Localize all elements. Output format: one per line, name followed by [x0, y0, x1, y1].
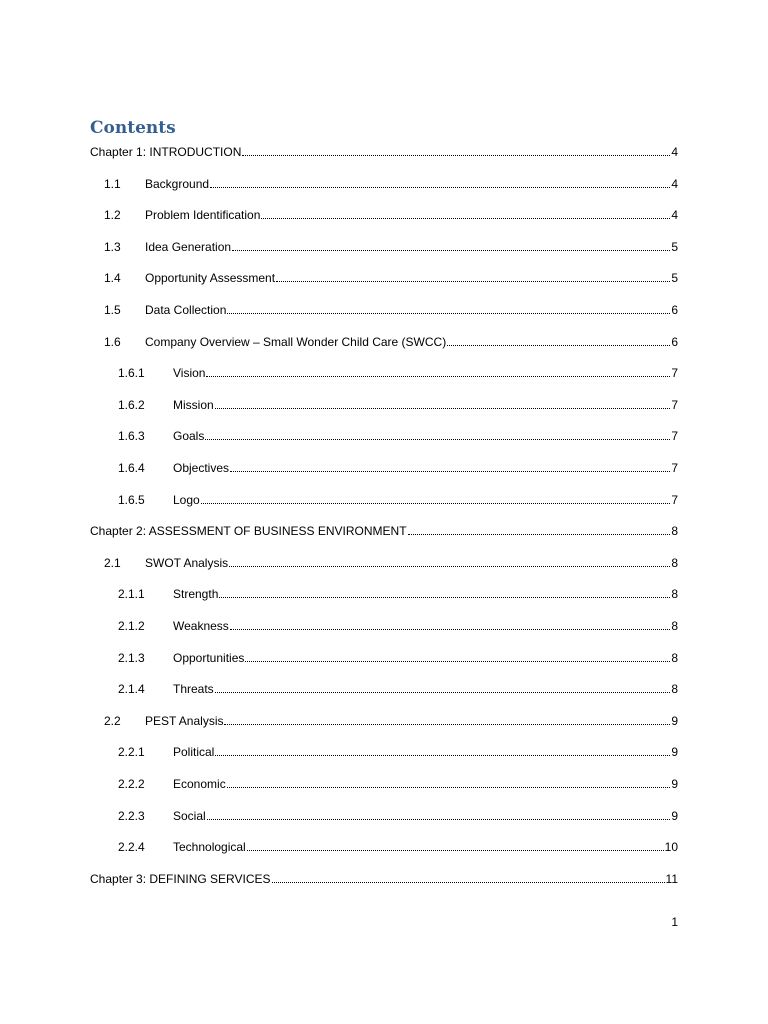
dot-leader: [207, 819, 671, 820]
toc-entry-title: Strength: [173, 587, 219, 602]
toc-entry-number: 1.2: [104, 208, 121, 223]
toc-entry-title: Background: [145, 176, 210, 191]
toc-entry-page: 9: [671, 713, 678, 728]
dot-leader: [219, 597, 670, 598]
toc-entry-number: 1.5: [104, 303, 121, 317]
toc-entry[interactable]: [118, 742, 678, 760]
toc-entry-page: 8: [671, 619, 678, 633]
toc-entry-title: Technological: [173, 840, 246, 855]
toc-entry-title: Chapter 1: INTRODUCTION: [90, 145, 242, 159]
toc-entry[interactable]: [104, 553, 678, 571]
toc-entry-page: 7: [671, 366, 678, 381]
dot-leader: [215, 692, 671, 693]
toc-entry-title: Threats: [173, 682, 214, 697]
toc-entry-page: 9: [671, 808, 678, 823]
toc-entry-number: 1.6.2: [118, 397, 145, 412]
toc-entry-number: 2.2.1: [118, 745, 145, 760]
toc-entry-number: 2.1.1: [118, 587, 145, 602]
toc-entry-title: Weakness: [173, 619, 229, 633]
toc-entry-page: 6: [671, 303, 678, 317]
toc-entry[interactable]: [118, 806, 678, 824]
dot-leader: [201, 503, 671, 504]
dot-leader: [230, 629, 671, 630]
toc-entry[interactable]: [104, 332, 678, 350]
dot-leader: [242, 155, 670, 156]
toc-entry-page: 4: [671, 176, 678, 191]
toc-entry[interactable]: [118, 584, 678, 602]
toc-entry[interactable]: [118, 490, 678, 508]
dot-leader: [205, 439, 670, 440]
toc-entry-number: 1.4: [104, 271, 121, 286]
toc-entry[interactable]: [90, 142, 678, 160]
toc-entry-number: 1.6.4: [118, 461, 145, 475]
toc-entry-page: 8: [671, 650, 678, 665]
toc-entry[interactable]: [118, 363, 678, 381]
toc-entry-page: 8: [671, 587, 678, 602]
toc-entry-page: 9: [671, 745, 678, 760]
dot-leader: [227, 313, 670, 314]
toc-entry-title: Opportunity Assessment: [145, 271, 276, 286]
toc-entry-title: Chapter 3: DEFINING SERVICES: [90, 871, 271, 886]
page-number: 1: [671, 915, 678, 929]
toc-entry-page: 8: [671, 682, 678, 697]
toc-entry[interactable]: [104, 268, 678, 286]
dot-leader: [227, 787, 671, 788]
toc-entry-number: 1.6.1: [118, 366, 145, 381]
toc-entry-title: Political: [173, 745, 215, 760]
dot-leader: [210, 187, 670, 188]
dot-leader: [408, 534, 671, 535]
toc-entry-title: Data Collection: [145, 303, 227, 317]
toc-entry-page: 8: [671, 524, 678, 539]
toc-entry-number: 2.2.3: [118, 808, 145, 823]
toc-entry[interactable]: [118, 679, 678, 697]
toc-entry-title: Problem Identification: [145, 208, 261, 223]
toc-entry[interactable]: [118, 616, 678, 634]
toc-entry-number: 2.2: [104, 713, 121, 728]
toc-entry-number: 2.1: [104, 555, 121, 570]
toc-entry[interactable]: [104, 174, 678, 192]
toc-entry-number: 2.1.4: [118, 682, 145, 697]
toc-entry[interactable]: [118, 774, 678, 792]
contents-heading: Contents: [90, 118, 176, 138]
toc-entry-title: PEST Analysis: [145, 713, 224, 728]
toc-entry[interactable]: [90, 521, 678, 539]
toc-entry-number: 1.1: [104, 176, 121, 191]
toc-entry-page: 4: [671, 145, 678, 159]
toc-entry-number: 2.1.2: [118, 619, 145, 633]
toc-entry-page: 8: [671, 555, 678, 570]
toc-entry[interactable]: [104, 205, 678, 223]
toc-entry-page: 7: [671, 461, 678, 475]
toc-entry-title: SWOT Analysis: [145, 555, 229, 570]
toc-entry-page: 7: [671, 397, 678, 412]
toc-entry-title: Social: [173, 808, 206, 823]
toc-entry-page: 7: [671, 429, 678, 444]
toc-entry[interactable]: [104, 237, 678, 255]
dot-leader: [447, 345, 670, 346]
toc-entry-number: 2.2.4: [118, 840, 145, 855]
toc-entry-number: 2.1.3: [118, 650, 145, 665]
dot-leader: [224, 724, 670, 725]
toc-entry-title: Opportunities: [173, 650, 245, 665]
dot-leader: [272, 882, 665, 883]
toc-entry-page: 9: [671, 777, 678, 791]
toc-entry-page: 10: [664, 840, 678, 855]
toc-entry[interactable]: [118, 395, 678, 413]
dot-leader: [261, 218, 670, 219]
toc-entry-title: Goals: [173, 429, 205, 444]
toc-entry-number: 1.3: [104, 239, 121, 254]
toc-entry-page: 5: [671, 271, 678, 286]
toc-entry-title: Objectives: [173, 461, 230, 475]
toc-entry-number: 2.2.2: [118, 777, 145, 791]
toc-entry[interactable]: [118, 837, 678, 855]
dot-leader: [247, 850, 664, 851]
dot-leader: [232, 250, 670, 251]
toc-entry[interactable]: [104, 300, 678, 318]
toc-entry-page: 11: [665, 871, 678, 886]
dot-leader: [229, 566, 670, 567]
dot-leader: [276, 281, 670, 282]
toc-entry-page: 7: [671, 492, 678, 507]
toc-entry-number: 1.6.3: [118, 429, 145, 444]
toc-entry-page: 5: [671, 239, 678, 254]
toc-entry[interactable]: [104, 711, 678, 729]
toc-entry-title: Mission: [173, 397, 214, 412]
dot-leader: [215, 755, 670, 756]
toc-entry-title: Idea Generation: [145, 239, 232, 254]
toc-entry-title: Logo: [173, 492, 200, 507]
toc-entry-title: Vision: [173, 366, 206, 381]
toc-entry-page: 6: [671, 334, 678, 349]
dot-leader: [215, 408, 671, 409]
toc-entry-number: 1.6: [104, 334, 121, 349]
dot-leader: [230, 471, 670, 472]
toc-entry[interactable]: [118, 426, 678, 444]
dot-leader: [245, 661, 670, 662]
toc-entry-number: 1.6.5: [118, 492, 145, 507]
toc-entry[interactable]: [118, 458, 678, 476]
toc-entry-title: Company Overview – Small Wonder Child Care (SWCC): [145, 334, 447, 349]
toc-entry[interactable]: [90, 869, 678, 887]
toc-entry-title: Chapter 2: ASSESSMENT OF BUSINESS ENVIRONMENT: [90, 524, 407, 539]
toc-entry[interactable]: [118, 648, 678, 666]
toc-entry-title: Economic: [173, 777, 226, 791]
toc-entry-page: 4: [671, 208, 678, 223]
dot-leader: [206, 376, 670, 377]
